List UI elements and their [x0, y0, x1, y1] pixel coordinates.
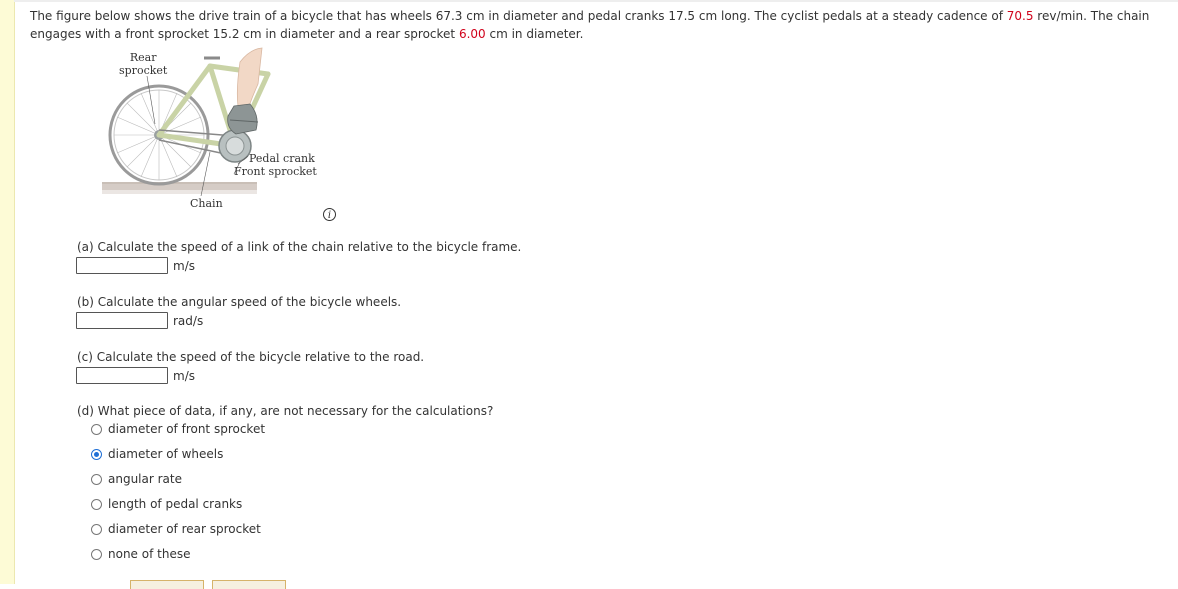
pedal-crank-label: Pedal crank	[249, 152, 315, 165]
problem-text-1: The figure below shows the drive train of a bicycle that has wheels 67.3 cm in diameter and pedal cranks 17.5 cm long. The cyclist pedals at a steady cadence of	[30, 9, 1007, 23]
option-label-3: angular rate	[108, 472, 182, 486]
left-margin-bar	[0, 0, 15, 584]
unit-c: m/s	[173, 368, 195, 383]
rear-label-line-1: Rear	[129, 51, 157, 64]
radio-option-5[interactable]	[91, 524, 102, 535]
unit-b: rad/s	[173, 313, 204, 328]
cadence-value: 70.5	[1006, 9, 1034, 23]
radio-option-1[interactable]	[91, 424, 102, 435]
question-a: (a) Calculate the speed of a link of the chain relative to the bicycle frame.	[77, 240, 522, 254]
front-sprocket-label: Front sprocket	[234, 165, 317, 178]
rear-sprocket-label	[119, 51, 167, 77]
answer-row-b	[76, 312, 203, 329]
answer-input-c[interactable]	[76, 367, 168, 384]
submit-button[interactable]	[130, 580, 204, 589]
top-divider	[14, 0, 1178, 2]
option-none[interactable]	[91, 547, 190, 561]
info-icon[interactable]: i	[323, 208, 336, 221]
option-front-sprocket[interactable]	[91, 422, 265, 436]
problem-text-3: cm in diameter.	[485, 27, 584, 41]
option-label-4: length of pedal cranks	[108, 497, 243, 511]
option-label-6: none of these	[108, 547, 191, 561]
answer-row-a	[76, 257, 195, 274]
problem-text-2: rev/min. The chain engages with a front sprocket 15.2 cm in diameter and a rear sprocket	[30, 9, 1150, 41]
option-rear-sprocket[interactable]	[91, 522, 261, 536]
radio-option-2[interactable]	[91, 449, 102, 460]
unit-a: m/s	[173, 258, 195, 273]
option-angular-rate[interactable]	[91, 472, 182, 486]
option-wheels[interactable]	[91, 447, 223, 461]
rear-sprocket-value: 6.00	[458, 27, 486, 41]
question-d: (d) What piece of data, if any, are not necessary for the calculations?	[77, 404, 494, 418]
radio-option-6[interactable]	[91, 549, 102, 560]
answer-input-a[interactable]	[76, 257, 168, 274]
chain-label: Chain	[190, 197, 223, 210]
bottom-buttons	[130, 580, 286, 589]
rear-label-line-2: sprocket	[119, 64, 168, 77]
save-button[interactable]	[212, 580, 286, 589]
option-label-2: diameter of wheels	[108, 447, 224, 461]
bicycle-drivetrain-figure	[100, 44, 360, 216]
radio-option-4[interactable]	[91, 499, 102, 510]
option-label-5: diameter of rear sprocket	[108, 522, 261, 536]
option-label-1: diameter of front sprocket	[108, 422, 266, 436]
answer-input-b[interactable]	[76, 312, 168, 329]
question-b: (b) Calculate the angular speed of the bicycle wheels.	[77, 295, 402, 309]
question-c: (c) Calculate the speed of the bicycle relative to the road.	[77, 350, 425, 364]
radio-option-3[interactable]	[91, 474, 102, 485]
problem-statement	[30, 7, 1150, 43]
answer-row-c	[76, 367, 195, 384]
option-pedal-cranks[interactable]	[91, 497, 242, 511]
